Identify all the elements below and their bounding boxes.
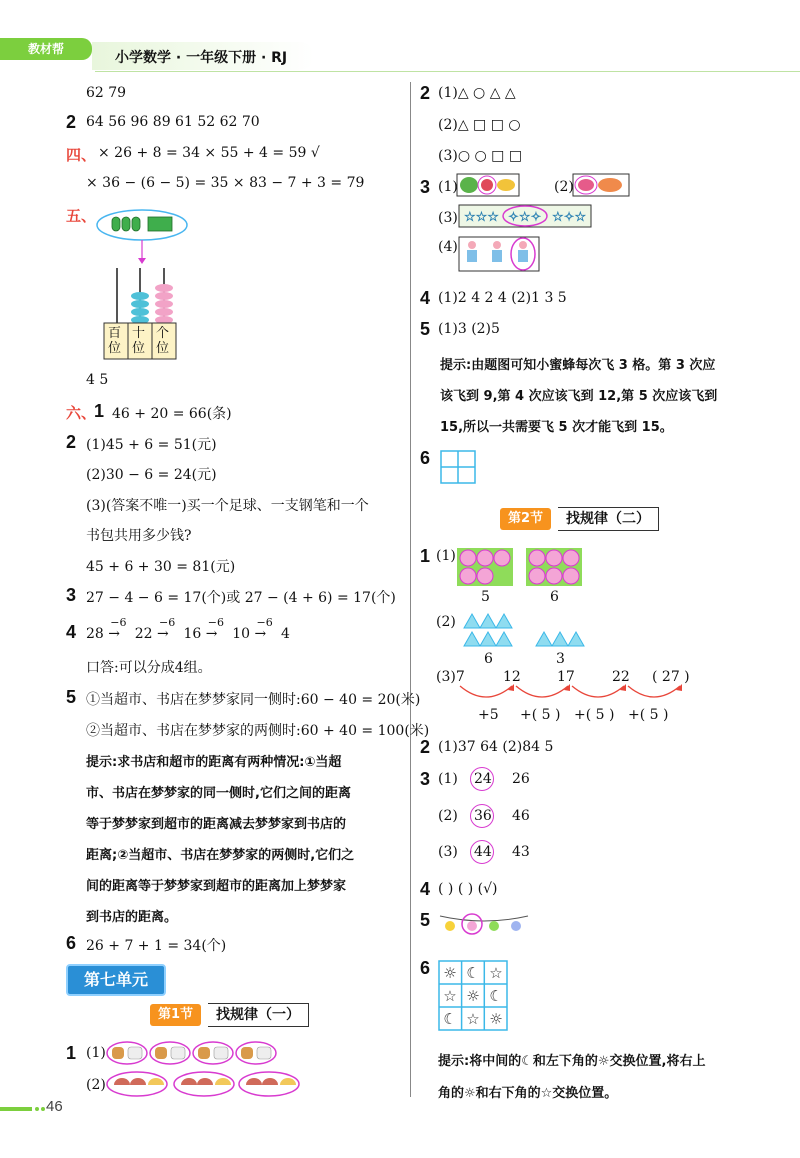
- svg-text:☼: ☼: [466, 987, 480, 1005]
- answer-label: (4): [438, 239, 458, 255]
- question-number: 6: [66, 933, 77, 953]
- answer-line: 62 79: [86, 85, 127, 101]
- answer-line: 书包共用多少钱?: [86, 528, 192, 544]
- arrow-icon: →: [254, 626, 267, 642]
- page-number: 46: [46, 1098, 63, 1115]
- section-label: 四、: [66, 146, 97, 164]
- footer-dot: [35, 1107, 39, 1111]
- svg-text:☆: ☆: [489, 964, 503, 982]
- answer-line: × 36 − (6 − 5) = 35 × 83 − 7 + 3 = 79: [86, 175, 365, 191]
- sequence-op: +5: [478, 707, 499, 723]
- abacus-label-hundreds: 百位: [108, 326, 122, 356]
- sequence-op: +( 5 ): [520, 707, 561, 723]
- triangle-groups-picture: [462, 612, 592, 650]
- section-label: 五、: [66, 207, 97, 225]
- sequence-number: 17: [557, 669, 575, 685]
- chain-number: 16: [183, 626, 202, 642]
- question-number: 2: [66, 112, 77, 132]
- answer-label: (3): [438, 210, 458, 226]
- question-number: 4: [420, 879, 431, 899]
- hint-line: 角的☼和右下角的☆交换位置。: [438, 1086, 618, 1101]
- answer-label: (2): [86, 1077, 106, 1093]
- svg-text:☆: ☆: [443, 987, 457, 1005]
- svg-text:☆☆☆: ☆☆☆: [464, 210, 499, 225]
- question-number: 1: [420, 546, 431, 566]
- chain-number: 4: [280, 626, 290, 642]
- chain-step: −6: [110, 616, 127, 629]
- doll-group-picture: [458, 236, 540, 272]
- abacus-label-tens: 十位: [132, 326, 146, 356]
- answer-value: 3: [556, 651, 565, 667]
- svg-text:☾: ☾: [443, 1010, 457, 1028]
- mushroom-pattern-picture: [106, 1070, 302, 1098]
- circled-answer: 44: [474, 844, 492, 860]
- answer-label: (1): [86, 1045, 106, 1061]
- circled-answer: 36: [474, 808, 492, 824]
- answer-label: (2): [554, 179, 574, 195]
- sequence-answer: ( 27 ): [652, 669, 690, 685]
- hint-line: 15,所以一共需要飞 5 次才能飞到 15。: [440, 420, 673, 435]
- answer-line: ①当超市、书店在梦梦家同一侧时:60 − 40 = 20(米): [86, 692, 421, 708]
- section-title: 找规律（二）: [558, 507, 659, 531]
- question-number: 4: [420, 288, 431, 308]
- answer-line: 26 + 7 + 1 = 34(个): [86, 938, 227, 954]
- question-number: 2: [66, 432, 77, 452]
- question-number: 1: [94, 401, 105, 421]
- question-number: 5: [420, 319, 431, 339]
- svg-text:☼: ☼: [443, 964, 457, 982]
- hint-line: 距离;②当超市、书店在梦梦家的两侧时,它们之: [86, 848, 355, 863]
- question-number: 3: [66, 585, 77, 605]
- arrow-icon: →: [205, 626, 218, 642]
- sequence-number: 22: [612, 669, 630, 685]
- section-label: 六、: [66, 404, 97, 422]
- svg-text:☾: ☾: [489, 987, 503, 1005]
- hint-line: 市、书店在梦梦家的同一侧时,它们之间的距离: [86, 786, 351, 801]
- star-group-picture: [458, 204, 592, 228]
- answer-label: (1): [438, 179, 458, 195]
- question-number: 2: [420, 737, 431, 757]
- svg-text:✧☆✧: ✧☆✧: [508, 210, 542, 225]
- chain-number: 10: [232, 626, 251, 642]
- answer-label: (2): [436, 614, 456, 630]
- svg-text:☆: ☆: [466, 1010, 480, 1028]
- section-tag: 第2节: [500, 508, 551, 530]
- answer-line: 46 + 20 = 66(条): [112, 406, 232, 422]
- header-title: 小学数学 · 一年级下册 · RJ: [115, 50, 288, 66]
- symbol-grid-figure: [438, 960, 508, 1032]
- fruit-group-picture: [456, 173, 520, 197]
- answer-line: 口答:可以分成4组。: [86, 660, 212, 676]
- question-number: 3: [420, 769, 431, 789]
- footer-bar: [0, 1107, 32, 1111]
- section-title: 找规律（一）: [208, 1003, 309, 1027]
- column-divider: [410, 82, 411, 1097]
- answer-label: (1): [438, 771, 458, 787]
- answer-line: 45 + 6 + 30 = 81(元): [86, 559, 236, 575]
- hint-line: 该飞到 9,第 4 次应该飞到 12,第 5 次应该飞到: [440, 389, 718, 404]
- sequence-start: (3)7: [436, 669, 465, 685]
- answer-line: 64 56 96 89 61 52 62 70: [86, 114, 260, 130]
- answer-label: (2): [438, 808, 458, 824]
- circled-answer: 24: [474, 771, 492, 787]
- answer-line: (2)△ □ □ ○: [438, 117, 521, 133]
- hint-line: 等于梦梦家到超市的距离减去梦梦家到书店的: [86, 817, 347, 832]
- footer-dot: [41, 1107, 45, 1111]
- answer-line: (1)37 64 (2)84 5: [438, 739, 554, 755]
- hint-line: 提示:由题图可知小蜜蜂每次飞 3 格。第 3 次应: [440, 358, 716, 373]
- question-number: 4: [66, 622, 77, 642]
- svg-text:☾: ☾: [466, 964, 480, 982]
- header-tag: 教材帮: [0, 38, 92, 60]
- answer-value: 46: [512, 808, 530, 824]
- answer-line: (2)30 − 6 = 24(元): [86, 467, 217, 483]
- answer-label: (1): [436, 548, 456, 564]
- question-number: 2: [420, 83, 431, 103]
- hint-line: 提示:求书店和超市的距离有两种情况:①当超: [86, 755, 342, 770]
- answer-value: 6: [484, 651, 493, 667]
- hint-label: 提示:: [438, 1054, 470, 1069]
- chain-number: 22: [134, 626, 153, 642]
- fish-group-picture: [572, 173, 630, 197]
- answer-line: 4 5: [86, 372, 109, 388]
- section-tag: 第1节: [150, 1004, 201, 1026]
- answer-line: ( ) ( ) (√): [438, 881, 498, 897]
- circle-groups-picture: [456, 546, 586, 588]
- arrow-icon: →: [108, 626, 121, 642]
- svg-text:☼: ☼: [489, 1010, 503, 1028]
- answer-line: (3)○ ○ □ □: [438, 148, 523, 164]
- chain-step: −6: [256, 616, 273, 629]
- hint-line: 提示:将中间的☾和左下角的☼交换位置,将右上: [438, 1054, 706, 1069]
- answer-line: (1)2 4 2 4 (2)1 3 5: [438, 290, 567, 306]
- lights-string-picture: [438, 908, 530, 938]
- sequence-op: +( 5 ): [628, 707, 669, 723]
- hint-label: 提示:: [86, 755, 118, 770]
- sequence-op: +( 5 ): [574, 707, 615, 723]
- answer-line: (1)45 + 6 = 51(元): [86, 437, 217, 453]
- answer-line: (1)3 (2)5: [438, 321, 500, 337]
- arrow-icon: →: [157, 626, 169, 642]
- header-divider: [95, 71, 800, 72]
- answer-label: (3): [438, 844, 458, 860]
- answer-line: (3)(答案不唯一)买一个足球、一支钢笔和一个: [86, 498, 369, 514]
- answer-line: 27 − 4 − 6 = 17(个)或 27 − (4 + 6) = 17(个): [86, 590, 396, 606]
- answer-line: (1)△ ○ △ △: [438, 85, 516, 101]
- sequence-arrows: [456, 682, 696, 706]
- hint-label: 提示:: [440, 358, 472, 373]
- question-number: 6: [420, 448, 431, 468]
- unit-title: 第七单元: [66, 964, 166, 996]
- answer-line: ②当超市、书店在梦梦家的两侧时:60 + 40 = 100(米): [86, 723, 430, 739]
- answer-value: 5: [481, 589, 490, 605]
- burger-pattern-picture: [106, 1040, 278, 1066]
- chain-number: 28: [86, 626, 104, 642]
- question-number: 5: [66, 687, 77, 707]
- abacus-label-ones: 个位: [156, 326, 170, 356]
- answer-value: 6: [550, 589, 559, 605]
- number-chain: [86, 616, 290, 642]
- svg-text:☆✧☆: ☆✧☆: [552, 210, 587, 225]
- answer-line: × 26 + 8 = 34 × 55 + 4 = 59 √: [98, 145, 320, 161]
- chain-step: −6: [207, 616, 224, 629]
- answer-value: 26: [512, 771, 530, 787]
- hint-line: 到书店的距离。: [86, 910, 178, 925]
- chain-step: −6: [159, 616, 176, 629]
- question-number: 5: [420, 910, 431, 930]
- answer-value: 43: [512, 844, 530, 860]
- sequence-number: 12: [503, 669, 521, 685]
- question-number: 6: [420, 958, 431, 978]
- hint-line: 间的距离等于梦梦家到超市的距离加上梦梦家: [86, 879, 347, 894]
- question-number: 1: [66, 1043, 77, 1063]
- question-number: 3: [420, 177, 431, 197]
- square-grid-figure: [440, 450, 476, 484]
